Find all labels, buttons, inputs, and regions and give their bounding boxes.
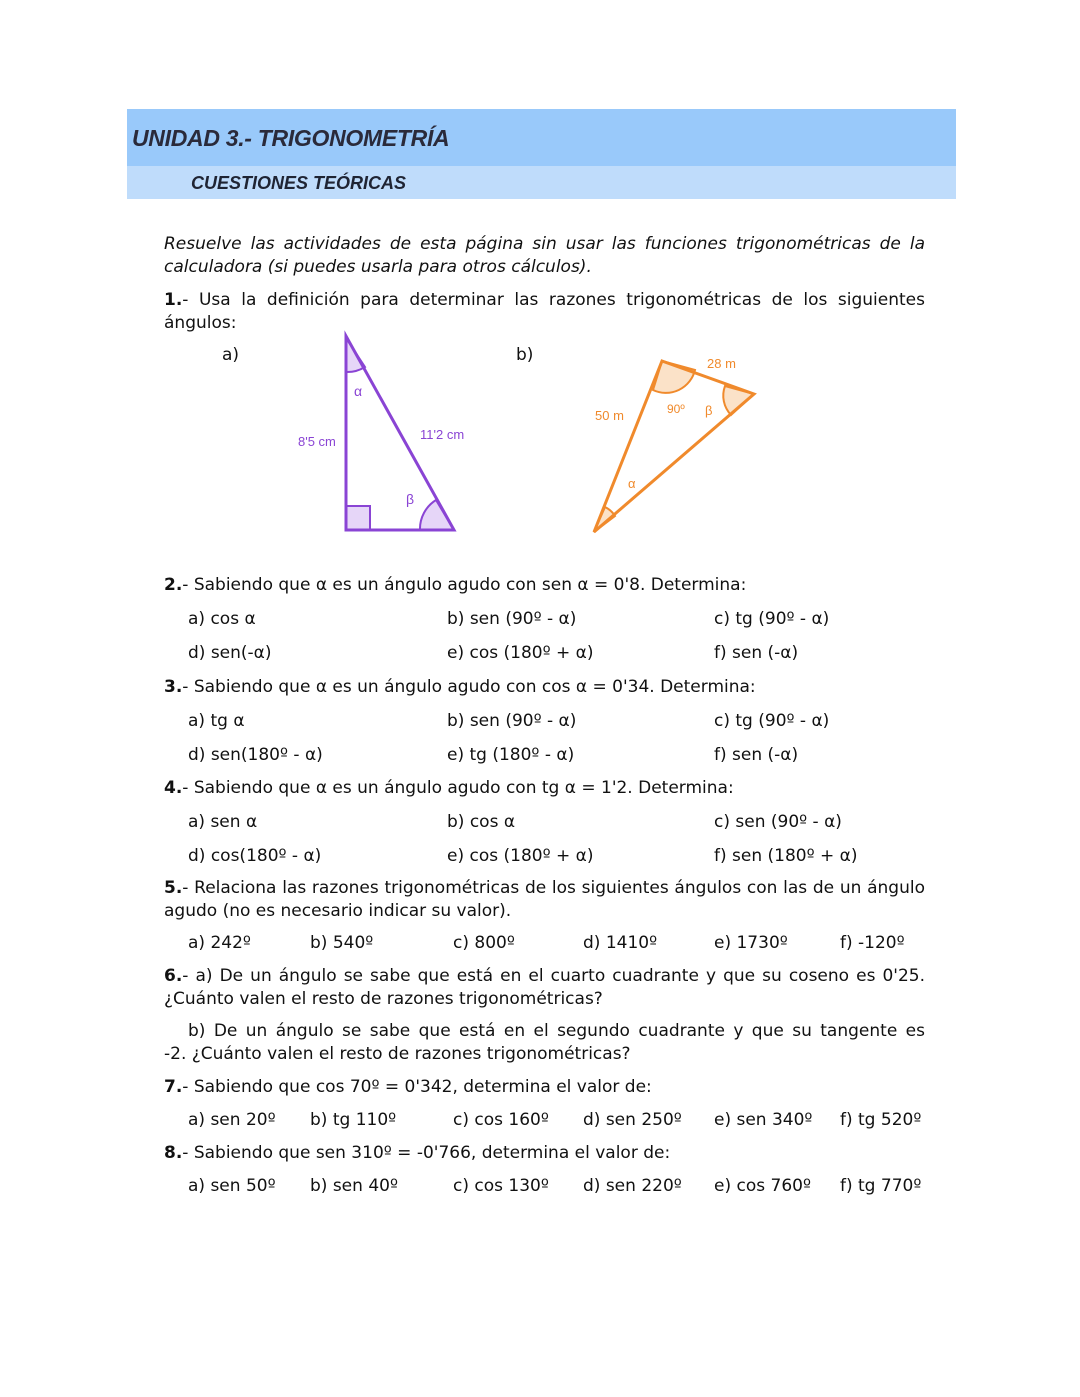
answer-item: c) tg (90º - α) [714,711,830,731]
answer-item: e) sen 340º [714,1110,813,1130]
question-stem: - Sabiendo que α es un ángulo agudo con sen α = 0'8. Determina: [182,575,747,595]
answer-item: a) tg α [188,711,245,731]
question-text: - Usa la definición para determinar las razones trigonométricas de los siguientes ángulos: [164,290,925,333]
beta-angle-arc [420,500,454,530]
answer-item: a) sen 20º [188,1110,276,1130]
question-stem: - Sabiendo que α es un ángulo agudo con cos α = 0'34. Determina: [182,677,756,697]
question-number: 6. [164,966,183,986]
section-header [127,166,956,199]
answer-item: a) 242º [188,933,251,953]
question-number: 3. [164,677,183,697]
question-stem: - Sabiendo que α es un ángulo agudo con tg α = 1'2. Determina: [182,778,734,798]
question-text-a: - a) De un ángulo se sabe que está en el cuarto cuadrante y que su coseno es 0'25. ¿Cuánto valen el resto de razones trigonométricas? [164,966,925,1009]
question-number: 2. [164,575,183,595]
answer-item: c) 800º [453,933,515,953]
figure-a-label: a) [222,345,240,365]
answer-item: c) cos 130º [453,1176,549,1196]
question-1 [164,289,925,335]
answer-item: e) cos (180º + α) [447,643,594,663]
answer-item: c) tg (90º - α) [714,609,830,629]
figure-b-label: b) [516,345,534,365]
answer-item: c) cos 160º [453,1110,549,1130]
question-number: 1. [164,290,183,310]
alpha-label: α [354,383,363,399]
answer-item: d) cos(180º - α) [188,846,322,866]
unit-title: UNIDAD 3.- TRIGONOMETRÍA [132,125,450,151]
question-number: 7. [164,1077,183,1097]
question-8 [164,1141,670,1165]
question-6b-line-2: -2. ¿Cuánto valen el resto de razones trigonométricas? [164,1044,631,1064]
answer-item: f) sen (-α) [714,745,799,765]
top-side-label: 28 m [707,356,736,371]
question-6b-line-1: b) De un ángulo se sabe que está en el segundo cuadrante y que su tangente es [188,1021,925,1041]
right-angle-marker [346,506,370,530]
beta-label: β [705,403,713,418]
answer-item: f) sen (180º + α) [714,846,858,866]
right-angle-label: 90º [667,402,685,416]
answer-item: f) tg 520º [840,1110,922,1130]
answer-item: b) sen (90º - α) [447,711,577,731]
beta-angle-arc [723,386,754,415]
answer-item: b) cos α [447,812,516,832]
answer-item: d) sen 220º [583,1176,682,1196]
answer-item: b) sen 40º [310,1176,398,1196]
answer-item: d) sen(180º - α) [188,745,323,765]
answer-item: e) cos (180º + α) [447,846,594,866]
beta-label: β [406,491,415,507]
section-title: CUESTIONES TEÓRICAS [191,173,407,193]
answer-item: c) sen (90º - α) [714,812,842,832]
answer-item: e) 1730º [714,933,788,953]
question-4 [164,776,734,800]
question-stem: - Sabiendo que sen 310º = -0'766, determina el valor de: [182,1143,671,1163]
answer-item: e) tg (180º - α) [447,745,575,765]
answer-item: b) sen (90º - α) [447,609,577,629]
answer-item: b) tg 110º [310,1110,397,1130]
triangle-figure-b [585,350,765,540]
question-5 [164,877,925,923]
question-number: 8. [164,1143,183,1163]
question-stem: - Sabiendo que cos 70º = 0'342, determina el valor de: [182,1077,652,1097]
hypotenuse-label: 11'2 cm [420,427,465,442]
question-6 [164,965,925,1011]
answer-item: e) cos 760º [714,1176,811,1196]
answer-item: f) tg 770º [840,1176,922,1196]
unit-header [127,109,956,166]
alpha-label: α [628,476,636,491]
intro-text: Resuelve las actividades de esta página sin usar las funciones trigonométricas de la calculadora (si puedes usarla para otros cálculos). [164,234,925,277]
question-3 [164,675,756,699]
answer-item: a) sen 50º [188,1176,276,1196]
side-length-label: 8'5 cm [298,434,336,449]
triangle-figure-a [290,330,470,540]
answer-item: d) sen(-α) [188,643,272,663]
answer-item: a) sen α [188,812,258,832]
answer-item: d) sen 250º [583,1110,682,1130]
left-side-label: 50 m [595,408,624,423]
question-number: 4. [164,778,183,798]
question-text: - Relaciona las razones trigonométricas de los siguientes ángulos con las de un ángulo agudo (no es necesario indicar su valor). [164,878,925,921]
question-7 [164,1075,652,1099]
answer-item: f) -120º [840,933,905,953]
answer-item: f) sen (-α) [714,643,799,663]
question-2 [164,573,746,597]
answer-item: b) 540º [310,933,374,953]
question-number: 5. [164,878,183,898]
answer-item: d) 1410º [583,933,658,953]
answer-item: a) cos α [188,609,256,629]
